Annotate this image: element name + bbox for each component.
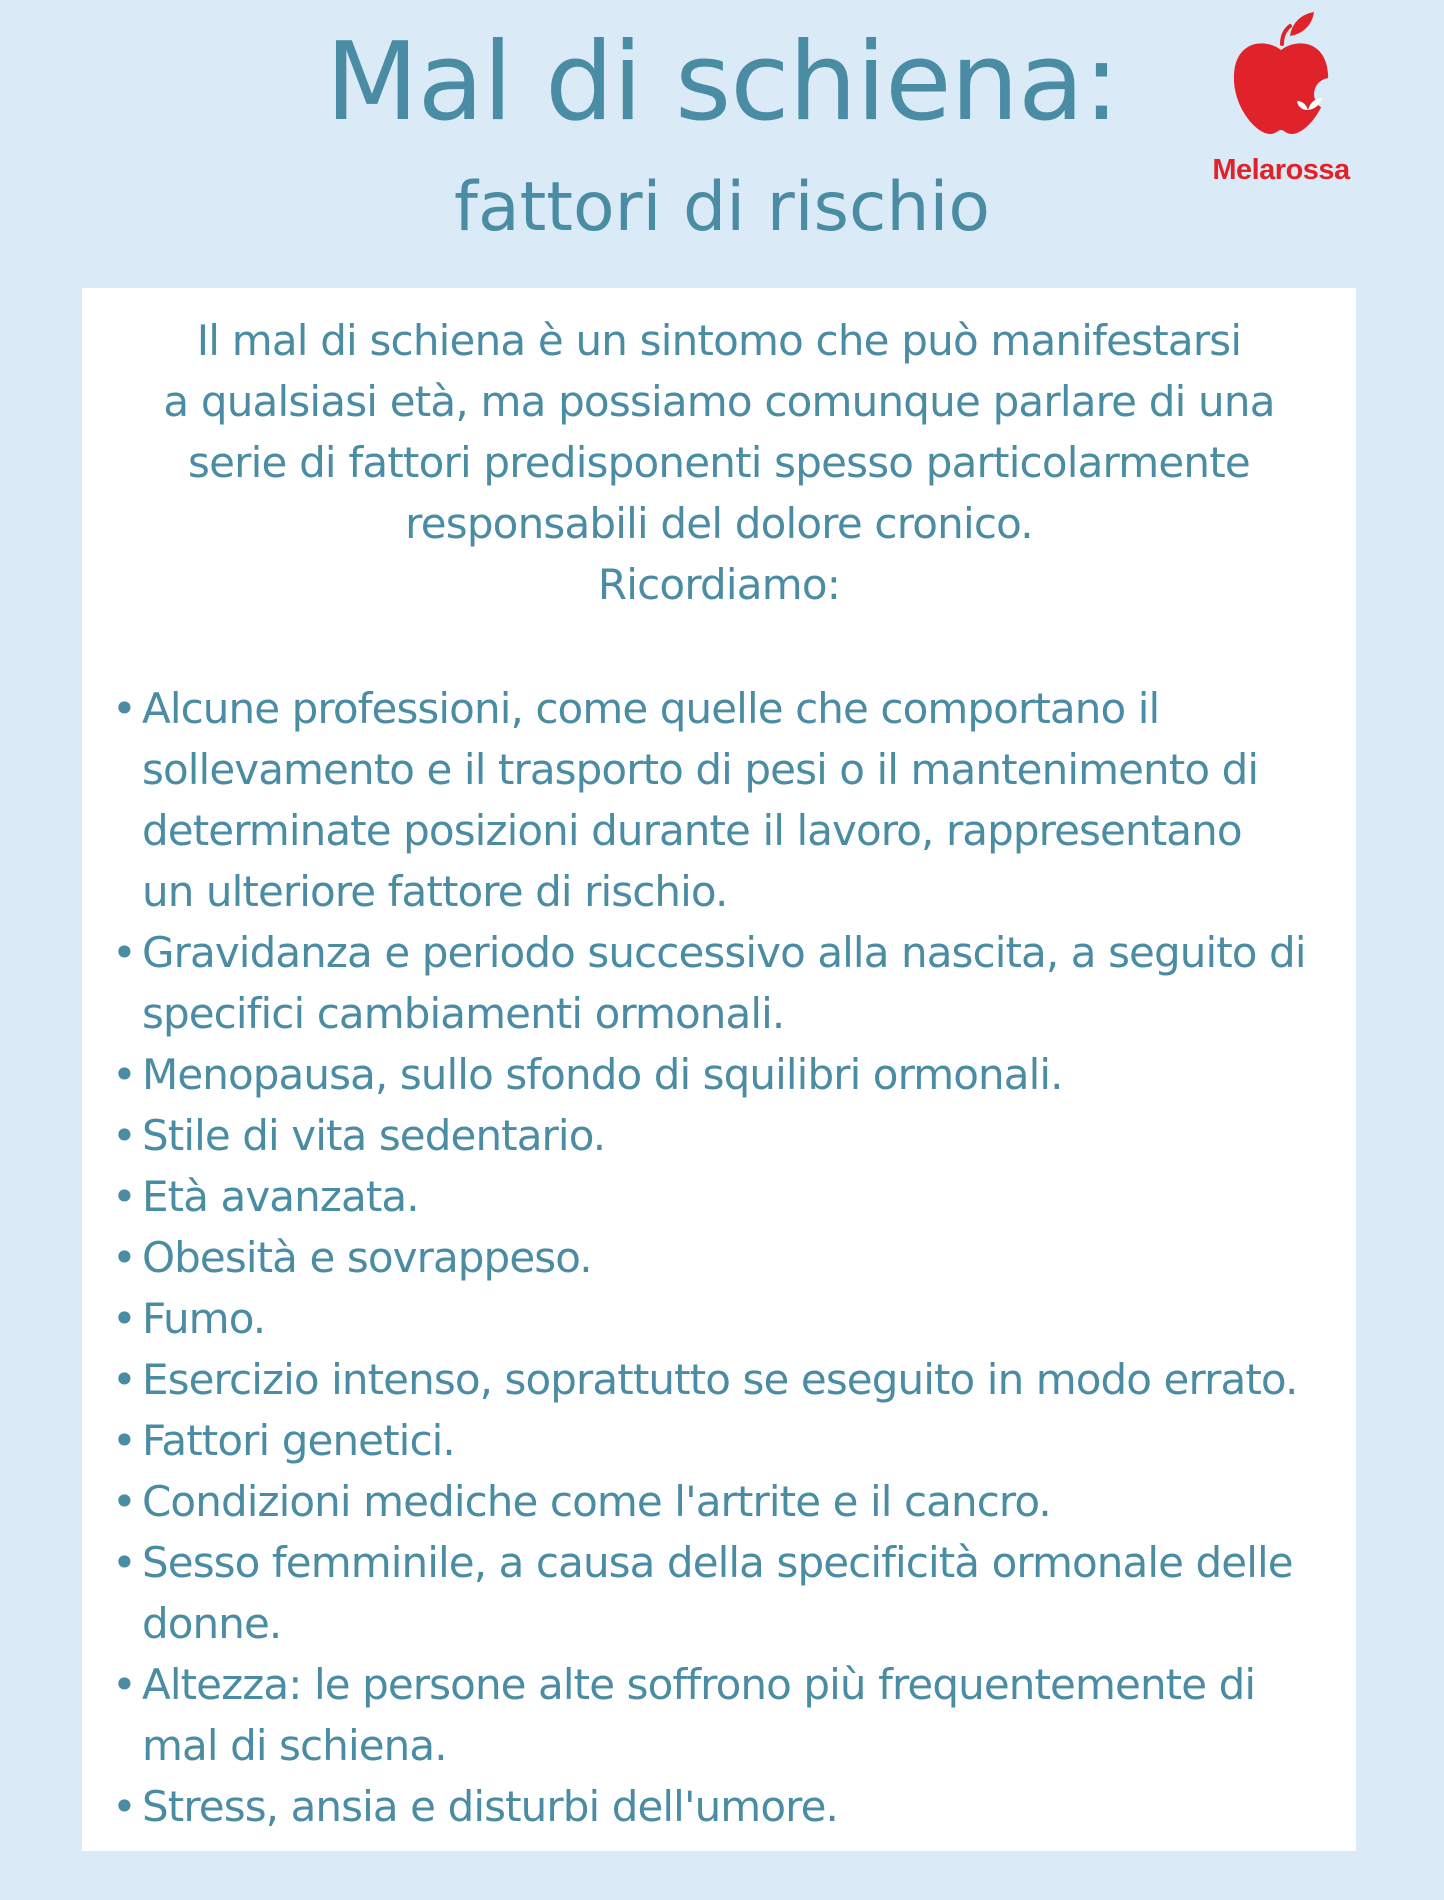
intro-line: responsabili del dolore cronico. xyxy=(405,499,1033,548)
list-item-text xyxy=(142,1105,1342,1166)
list-item xyxy=(112,1471,1342,1532)
list-item-text xyxy=(142,1776,1342,1837)
list-item xyxy=(112,1776,1342,1837)
intro-line: Il mal di schiena è un sintomo che può manifestarsi xyxy=(196,316,1242,365)
bullet-icon: • xyxy=(112,1050,136,1099)
list-item xyxy=(112,1166,1342,1227)
content-card xyxy=(82,288,1356,1851)
list-item-text xyxy=(142,1166,1342,1227)
list-item xyxy=(112,1532,1342,1654)
apple-icon xyxy=(1230,10,1332,140)
list-item-line: Età avanzata. xyxy=(142,1172,419,1221)
list-item-line: Condizioni mediche come l'artrite e il cancro. xyxy=(142,1477,1051,1526)
bullet-icon: • xyxy=(112,1538,136,1587)
list-item xyxy=(112,1105,1342,1166)
list-item-line: Esercizio intenso, soprattutto se eseguito in modo errato. xyxy=(142,1355,1298,1404)
list-item xyxy=(112,1410,1342,1471)
bullet-icon: • xyxy=(112,1294,136,1343)
list-item-line: Stress, ansia e disturbi dell'umore. xyxy=(142,1782,838,1831)
intro-paragraph xyxy=(82,310,1356,615)
intro-line: Ricordiamo: xyxy=(597,560,841,609)
list-item-line: Gravidanza e periodo successivo alla nascita, a seguito di xyxy=(142,928,1306,977)
list-item xyxy=(112,1654,1342,1776)
list-item xyxy=(112,1044,1342,1105)
list-item-line: sollevamento e il trasporto di pesi o il mantenimento di xyxy=(142,745,1259,794)
list-item-line: Obesità e sovrappeso. xyxy=(142,1233,592,1282)
bullet-icon: • xyxy=(112,1233,136,1282)
list-item xyxy=(112,922,1342,1044)
list-item-text xyxy=(142,922,1342,1044)
intro-line: serie di fattori predisponenti spesso particolarmente xyxy=(188,438,1250,487)
page-subtitle: fattori di rischio xyxy=(454,168,990,247)
list-item-line: Alcune professioni, come quelle che comportano il xyxy=(142,684,1160,733)
list-item-line: Fumo. xyxy=(142,1294,266,1343)
list-item-text xyxy=(142,1349,1342,1410)
list-item-line: Stile di vita sedentario. xyxy=(142,1111,606,1160)
list-item-line: Sesso femminile, a causa della specificità ormonale delle xyxy=(142,1538,1293,1587)
list-item xyxy=(112,1288,1342,1349)
list-item-line: specifici cambiamenti ormonali. xyxy=(142,989,785,1038)
page-title: Mal di schiena: xyxy=(325,20,1119,145)
list-item-text xyxy=(142,1410,1342,1471)
bullet-icon: • xyxy=(112,1355,136,1404)
list-item-line: determinate posizioni durante il lavoro, rappresentano xyxy=(142,806,1242,855)
bullet-icon: • xyxy=(112,1782,136,1831)
list-item-text xyxy=(142,1227,1342,1288)
list-item-text xyxy=(142,1654,1342,1776)
list-item-line: Menopausa, sullo sfondo di squilibri ormonali. xyxy=(142,1050,1063,1099)
intro-line: a qualsiasi età, ma possiamo comunque parlare di una xyxy=(163,377,1275,426)
list-item xyxy=(112,678,1342,922)
list-item-text xyxy=(142,678,1342,922)
bullet-icon: • xyxy=(112,1111,136,1160)
list-item-text xyxy=(142,1044,1342,1105)
bullet-icon: • xyxy=(112,1477,136,1526)
risk-factor-list xyxy=(112,678,1342,1837)
bullet-icon: • xyxy=(112,1660,136,1709)
list-item-line: donne. xyxy=(142,1599,282,1648)
list-item-text xyxy=(142,1532,1342,1654)
list-item-text xyxy=(142,1288,1342,1349)
bullet-icon: • xyxy=(112,684,136,733)
list-item-text xyxy=(142,1471,1342,1532)
bullet-icon: • xyxy=(112,1416,136,1465)
list-item xyxy=(112,1349,1342,1410)
list-item-line: un ulteriore fattore di rischio. xyxy=(142,867,728,916)
list-item-line: Altezza: le persone alte soffrono più frequentemente di xyxy=(142,1660,1256,1709)
bullet-icon: • xyxy=(112,1172,136,1221)
bullet-icon: • xyxy=(112,928,136,977)
list-item xyxy=(112,1227,1342,1288)
brand-logo[interactable] xyxy=(1196,10,1366,185)
list-item-line: mal di schiena. xyxy=(142,1721,447,1770)
brand-name: Melarossa xyxy=(1212,154,1350,186)
list-item-line: Fattori genetici. xyxy=(142,1416,455,1465)
